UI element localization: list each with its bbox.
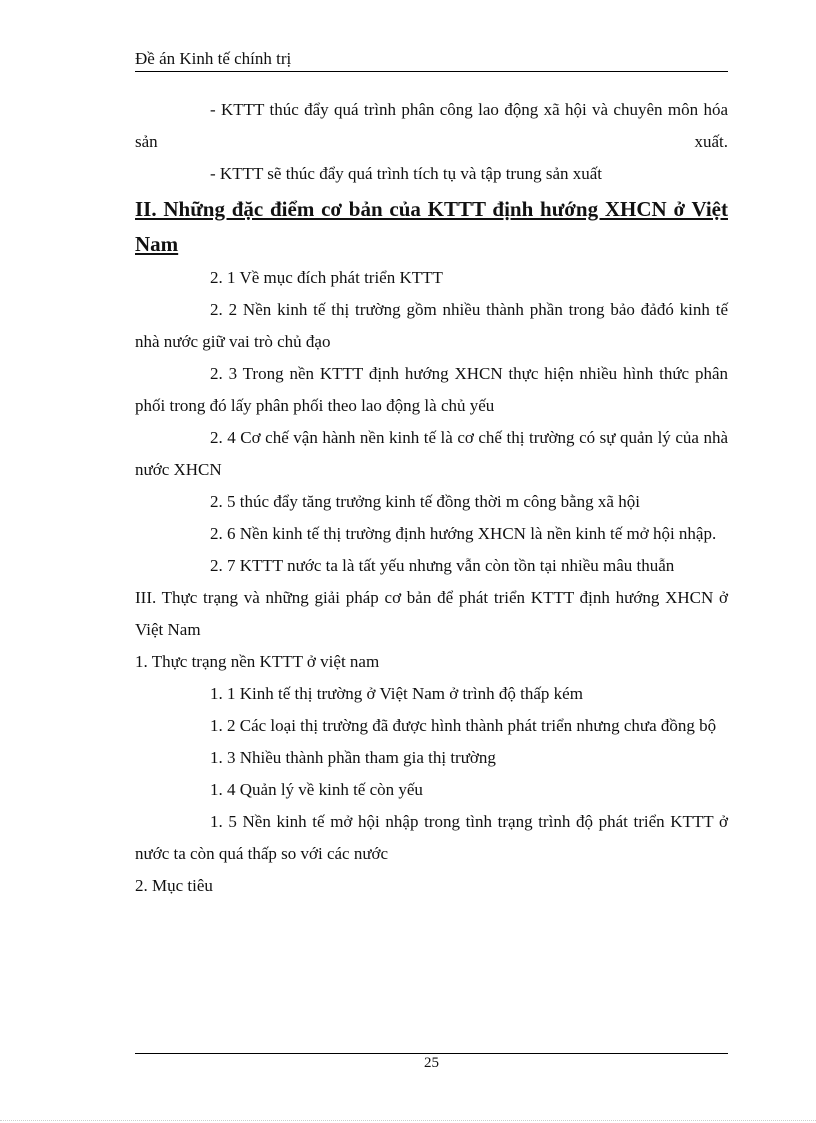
section-2-heading: II. Những đặc điểm cơ bản của KTTT định hướng XHCN ở Việt Nam bbox=[135, 197, 728, 256]
item-2-6: 2. 6 Nền kinh tế thị trường định hướng XHCN là nền kinh tế mở hội nhập. bbox=[210, 524, 717, 543]
item-1-1: 1. 1 Kinh tế thị trường ở Việt Nam ở trình độ thấp kém bbox=[210, 684, 583, 703]
item-2-2: 2. 2 Nền kinh tế thị trường gồm nhiều thành phần trong bảo đảđó kinh tế nhà nước giữ vai trò chủ đạo bbox=[135, 300, 728, 351]
item-1-3: 1. 3 Nhiều thành phần tham gia thị trường bbox=[210, 748, 496, 767]
item-2-1: 2. 1 Về mục đích phát triển KTTT bbox=[210, 268, 443, 287]
item-2-3: 2. 3 Trong nền KTTT định hướng XHCN thực hiện nhiều hình thức phân phối trong đó lấy phân phối theo lao động là chủ yếu bbox=[135, 364, 728, 415]
paragraph-ktt-division-of-labor: - KTTT thúc đẩy quá trình phân công lao động xã hội và chuyên môn hóa sản xuất. bbox=[135, 100, 728, 151]
item-2-4: 2. 4 Cơ chế vận hành nền kinh tế là cơ chế thị trường có sự quản lý của nhà nước XHCN bbox=[135, 428, 728, 479]
item-1-2: 1. 2 Các loại thị trường đã được hình thành phát triển nhưng chưa đồng bộ bbox=[210, 716, 717, 735]
page-number: 25 bbox=[424, 1055, 439, 1071]
paragraph-ktt-accumulation: - KTTT sẽ thúc đẩy quá trình tích tụ và tập trung sản xuất bbox=[210, 164, 603, 183]
section-3-heading: III. Thực trạng và những giải pháp cơ bản để phát triển KTTT định hướng XHCN ở Việt Nam bbox=[135, 588, 728, 639]
item-1-5: 1. 5 Nền kinh tế mở hội nhập trong tình trạng trình độ phát triển KTTT ở nước ta còn quá thấp so với các nước bbox=[135, 812, 728, 863]
page-bottom-edge bbox=[0, 1120, 816, 1121]
section-3-2-heading: 2. Mục tiêu bbox=[135, 876, 213, 895]
section-3-1-heading: 1. Thực trạng nền KTTT ở việt nam bbox=[135, 652, 380, 671]
item-2-5: 2. 5 thúc đẩy tăng trưởng kinh tế đồng thời m công bằng xã hội bbox=[210, 492, 640, 511]
page-header: Đề án Kinh tế chính trị bbox=[135, 48, 728, 72]
item-1-4: 1. 4 Quản lý về kinh tế còn yếu bbox=[210, 780, 423, 799]
document-body bbox=[135, 94, 728, 902]
footer-divider bbox=[135, 1053, 728, 1054]
item-2-7: 2. 7 KTTT nước ta là tất yếu nhưng vẫn còn tồn tại nhiều mâu thuẫn bbox=[210, 556, 675, 575]
